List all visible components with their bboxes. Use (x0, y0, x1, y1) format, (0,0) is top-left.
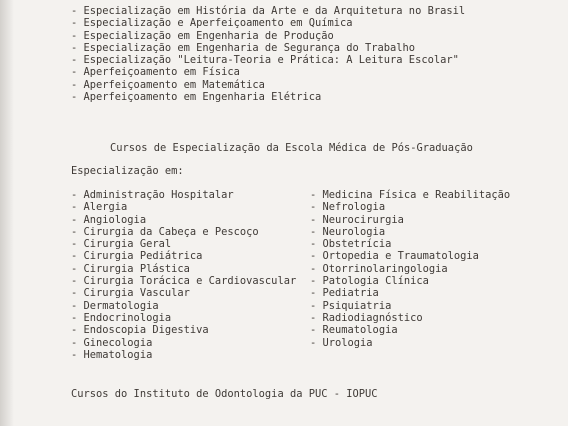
page-edge-shadow (0, 0, 14, 426)
medical-specialties-right-column (310, 189, 510, 349)
list-item: - Administração Hospitalar (71, 189, 234, 201)
list-item: - Angiologia (71, 213, 147, 226)
list-item: - Cirurgia Plástica (71, 262, 190, 275)
list-item: - Especialização "Leitura-Teoria e Prática: A Leitura Escolar" (71, 54, 459, 67)
list-item: - Especialização e Aperfeiçoamento em Química (71, 17, 353, 30)
list-item: - Neurologia (310, 225, 386, 238)
list-item: - Endoscopia Digestiva (71, 324, 209, 337)
list-item: - Neurocirurgia (310, 213, 404, 226)
list-item: - Dermatologia (71, 299, 159, 312)
list-item: - Aperfeiçoamento em Engenharia Elétrica (71, 91, 322, 104)
specialization-subheading: Especialização em: (71, 165, 184, 177)
dental-institute-heading: Cursos do Instituto de Odontologia da PUC - IOPUC (71, 388, 378, 400)
list-item: - Cirurgia da Cabeça e Pescoço (71, 225, 259, 238)
list-item: - Psiquiatria (310, 299, 392, 312)
list-item: - Alergia (71, 201, 128, 214)
list-item: - Cirurgia Vascular (71, 287, 190, 300)
list-item: - Hematologia (71, 348, 153, 361)
list-item: - Endocrinologia (71, 311, 172, 324)
top-course-list (71, 5, 465, 103)
medical-specialties-left-column (71, 189, 296, 361)
list-item: - Especialização em História da Arte e da Arquitetura no Brasil (71, 5, 466, 17)
list-item: - Aperfeiçoamento em Física (71, 66, 240, 79)
list-item: - Ortopedia e Traumatologia (310, 250, 479, 263)
list-item: - Ginecologia (71, 336, 153, 349)
list-item: - Nefrologia (310, 201, 386, 214)
list-item: - Urologia (310, 336, 373, 349)
list-item: - Cirurgia Pediátrica (71, 250, 203, 263)
list-item: - Patologia Clínica (310, 275, 429, 288)
list-item: - Obstetrícia (310, 238, 392, 251)
list-item: - Aperfeiçoamento em Matemática (71, 78, 265, 91)
list-item: - Medicina Física e Reabilitação (310, 189, 511, 201)
list-item: - Pediatria (310, 287, 379, 300)
medical-school-heading: Cursos de Especialização da Escola Médica de Pós-Graduação (110, 142, 473, 154)
list-item: - Especialização em Engenharia de Produção (71, 29, 334, 42)
list-item: - Cirurgia Geral (71, 238, 172, 251)
list-item: - Reumatologia (310, 324, 398, 337)
list-item: - Radiodiagnóstico (310, 311, 423, 324)
list-item: - Especialização em Engenharia de Segurança do Trabalho (71, 41, 416, 54)
list-item: - Cirurgia Torácica e Cardiovascular (71, 275, 297, 288)
list-item: - Otorrinolaringologia (310, 262, 448, 275)
